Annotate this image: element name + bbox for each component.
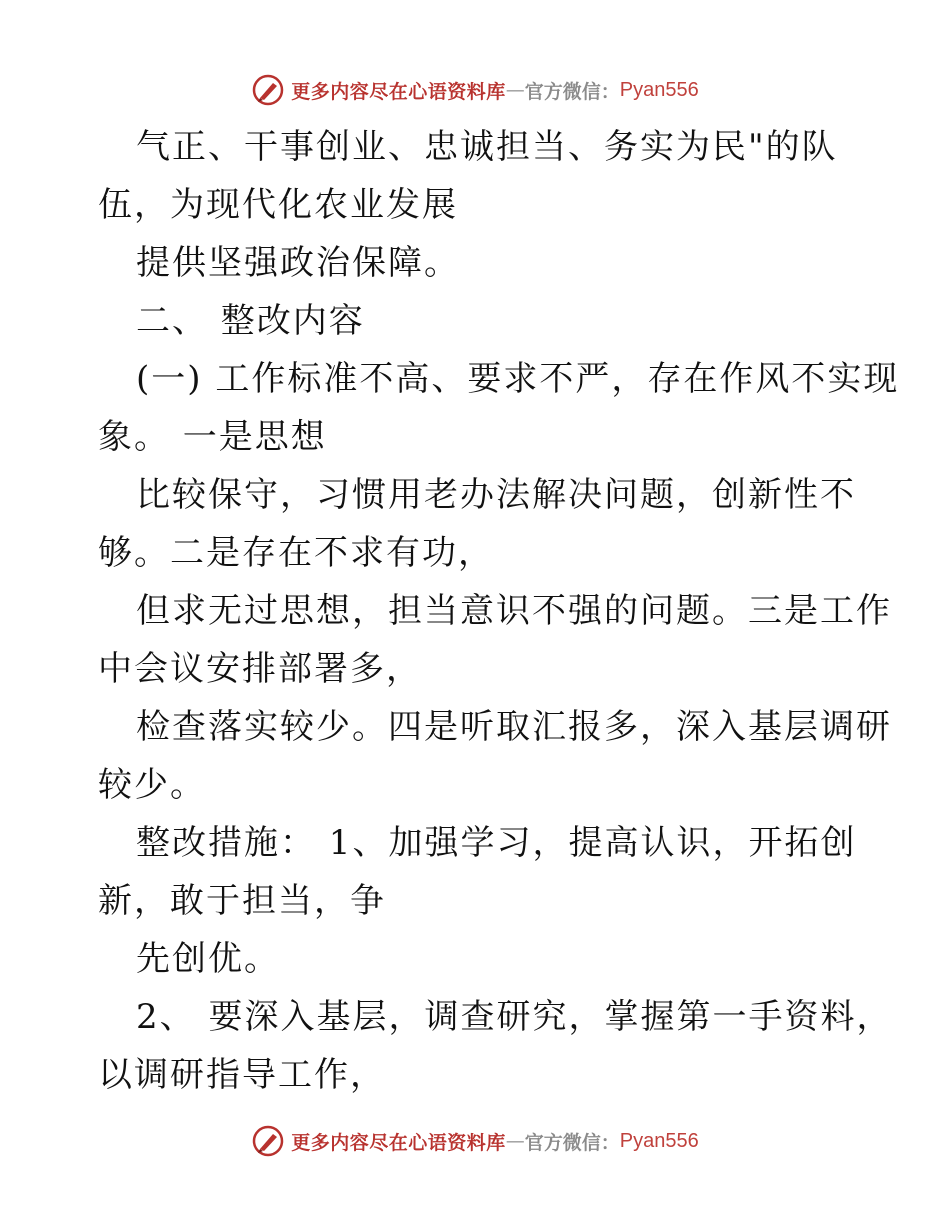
watermark-contact-label: 官方微信： (524, 80, 620, 103)
watermark-contact-label: 官方微信： (524, 1131, 620, 1154)
body-line: 但求无过思想，担当意识不强的问题。三是工作 (136, 591, 892, 631)
body-line: 中会议安排部署多， (98, 649, 422, 689)
watermark-site-text: 更多内容尽在心语资料库 (291, 1131, 506, 1154)
document-body (98, 118, 900, 1104)
watermark-contact-id: Pyan556 (619, 1129, 699, 1152)
pen-logo-icon (251, 73, 285, 107)
body-line: 伍，为现代化农业发展 (98, 185, 458, 225)
body-line: (一) 工作标准不高、要求不严，存在作风不实现 (136, 359, 900, 399)
body-line: 够。二是存在不求有功， (98, 533, 494, 573)
body-line: 检查落实较少。四是听取汇报多，深入基层调研 (136, 707, 892, 747)
pen-logo-icon (251, 1124, 285, 1158)
body-line: 整改措施： 1、加强学习，提高认识，开拓创 (136, 823, 857, 863)
watermark-dash: — (505, 1130, 525, 1152)
body-line: 以调研指导工作， (98, 1055, 386, 1095)
body-line: 象。 一是思想 (98, 417, 327, 457)
watermark-site-text: 更多内容尽在心语资料库 (291, 80, 506, 103)
header-watermark (0, 70, 950, 110)
section-heading: 二、 整改内容 (136, 301, 365, 341)
body-line: 比较保守，习惯用老办法解决问题，创新性不 (136, 475, 856, 515)
watermark-dash: — (505, 79, 525, 101)
body-line: 新，敢于担当，争 (98, 881, 386, 921)
body-line: 2、 要深入基层，调查研究，掌握第一手资料， (136, 997, 893, 1037)
body-line: 提供坚强政治保障。 (136, 243, 460, 283)
watermark-contact-id: Pyan556 (619, 78, 699, 101)
footer-watermark (0, 1121, 950, 1161)
body-line: 气正、干事创业、忠诚担当、务实为民"的队 (136, 127, 838, 167)
body-line: 先创优。 (136, 939, 280, 979)
body-line: 较少。 (98, 765, 206, 805)
